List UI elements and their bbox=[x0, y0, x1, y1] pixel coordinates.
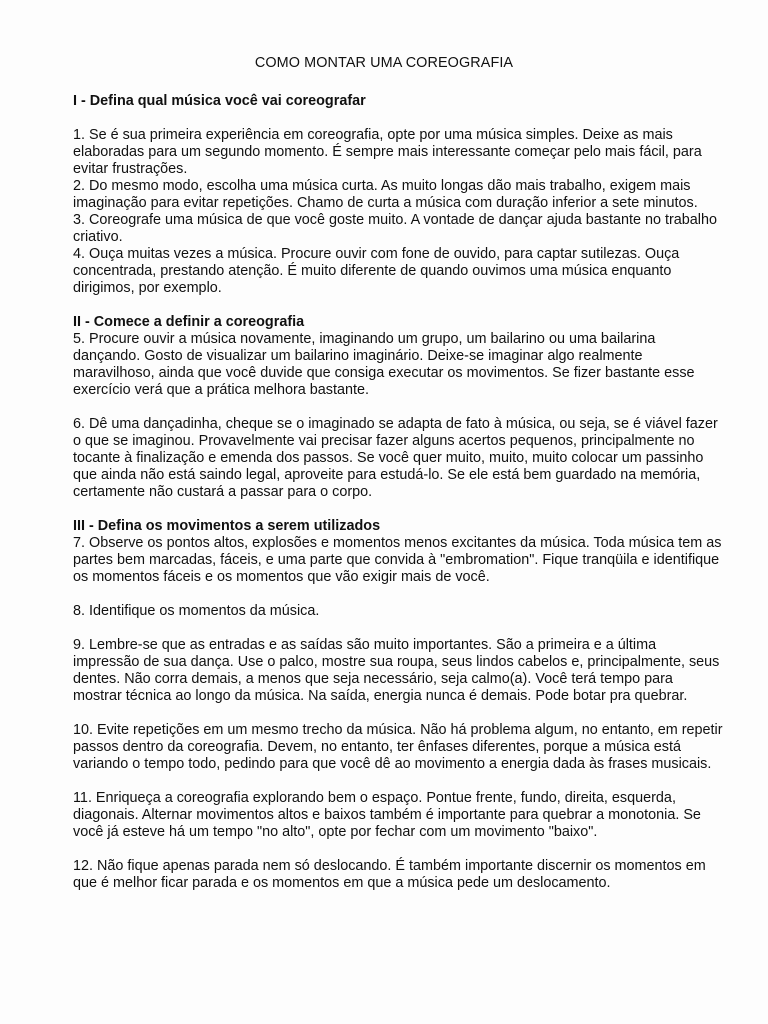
spacer bbox=[73, 705, 723, 722]
spacer bbox=[73, 841, 723, 858]
paragraph-item-12: 12. Não fique apenas parada nem só deslocando. É também importante discernir os momentos em que é melhor ficar parada e os momentos em que a música pede um deslocamento. bbox=[73, 858, 706, 891]
spacer bbox=[73, 399, 723, 416]
section-3-heading: III - Defina os movimentos a serem utilizados bbox=[73, 518, 381, 534]
document-body bbox=[73, 93, 723, 892]
spacer bbox=[73, 773, 723, 790]
paragraph-item-7: 7. Observe os pontos altos, explosões e momentos menos excitantes da música. Toda música tem as partes bem marcadas, fáceis, e uma parte que convida à "embromation". Fique tranqüila e identifique os momentos fáceis e os momentos que vão exigir mais de você. bbox=[73, 535, 722, 585]
paragraph-item-8: 8. Identifique os momentos da música. bbox=[73, 603, 320, 619]
spacer bbox=[73, 110, 723, 127]
paragraph-item-1: 1. Se é sua primeira experiência em coreografia, opte por uma música simples. Deixe as mais elaboradas para um segundo momento. É sempre mais interessante começar pelo mais fácil, para evitar frustrações. bbox=[73, 127, 702, 177]
paragraph-item-5: 5. Procure ouvir a música novamente, imaginando um grupo, um bailarino ou uma bailarina dançando. Gosto de visualizar um bailarino imaginário. Deixe-se imaginar algo realmente maravilhoso, ainda que você duvide que consiga executar os movimentos. Se fizer bastante esse exercício verá que a prática melhora bastante. bbox=[73, 331, 695, 398]
section-1-heading: I - Defina qual música você vai coreografar bbox=[73, 93, 366, 109]
paragraph-item-2: 2. Do mesmo modo, escolha uma música curta. As muito longas dão mais trabalho, exigem mais imaginação para evitar repetições. Chamo de curta a música com duração inferior a sete minutos. bbox=[73, 178, 698, 211]
paragraph-item-11: 11. Enriqueça a coreografia explorando bem o espaço. Pontue frente, fundo, direita, esquerda, diagonais. Alternar movimentos altos e baixos também é importante para quebrar a monotonia. Se você já esteve há um tempo "no alto", opte por fechar com um movimento "baixo". bbox=[73, 790, 701, 840]
paragraph-item-3: 3. Coreografe uma música de que você goste muito. A vontade de dançar ajuda bastante no trabalho criativo. bbox=[73, 212, 718, 245]
paragraph-item-4: 4. Ouça muitas vezes a música. Procure ouvir com fone de ouvido, para captar sutilezas. Ouça concentrada, prestando atenção. É muito diferente de quando ouvimos uma música enquanto dirigimos, por exemplo. bbox=[73, 246, 680, 296]
paragraph-item-10: 10. Evite repetições em um mesmo trecho da música. Não há problema algum, no entanto, em repetir passos dentro da coreografia. Devem, no entanto, ter ênfases diferentes, porque a música está variando o tempo todo, pedindo para que você dê ao movimento a energia dada às frases musicais. bbox=[73, 722, 723, 772]
paragraph-item-6: 6. Dê uma dançadinha, cheque se o imaginado se adapta de fato à música, ou seja, se é viável fazer o que se imaginou. Provavelmente vai precisar fazer alguns acertos pequenos, principalmente no tocante à finalização e emenda dos passos. Se você quer muito, muito, muito colocar um passinho que ainda não está saindo legal, aproveite para estudá-lo. Se ele está bem guardado na memória, certamente não custará a passar para o corpo. bbox=[73, 416, 718, 500]
spacer bbox=[73, 297, 723, 314]
paragraph-item-9: 9. Lembre-se que as entradas e as saídas são muito importantes. São a primeira e a última impressão de sua dança. Use o palco, mostre sua roupa, seus lindos cabelos e, principalmente, seus dentes. Não corra demais, a menos que seja necessário, seja calmo(a). Você terá tempo para mostrar técnica ao longo da música. Na saída, energia nunca é demais. Pode botar pra quebrar. bbox=[73, 637, 720, 704]
document-title: COMO MONTAR UMA COREOGRAFIA bbox=[254, 55, 514, 71]
section-2-heading: II - Comece a definir a coreografia bbox=[73, 314, 305, 330]
spacer bbox=[73, 501, 723, 518]
spacer bbox=[73, 586, 723, 603]
spacer bbox=[73, 620, 723, 637]
